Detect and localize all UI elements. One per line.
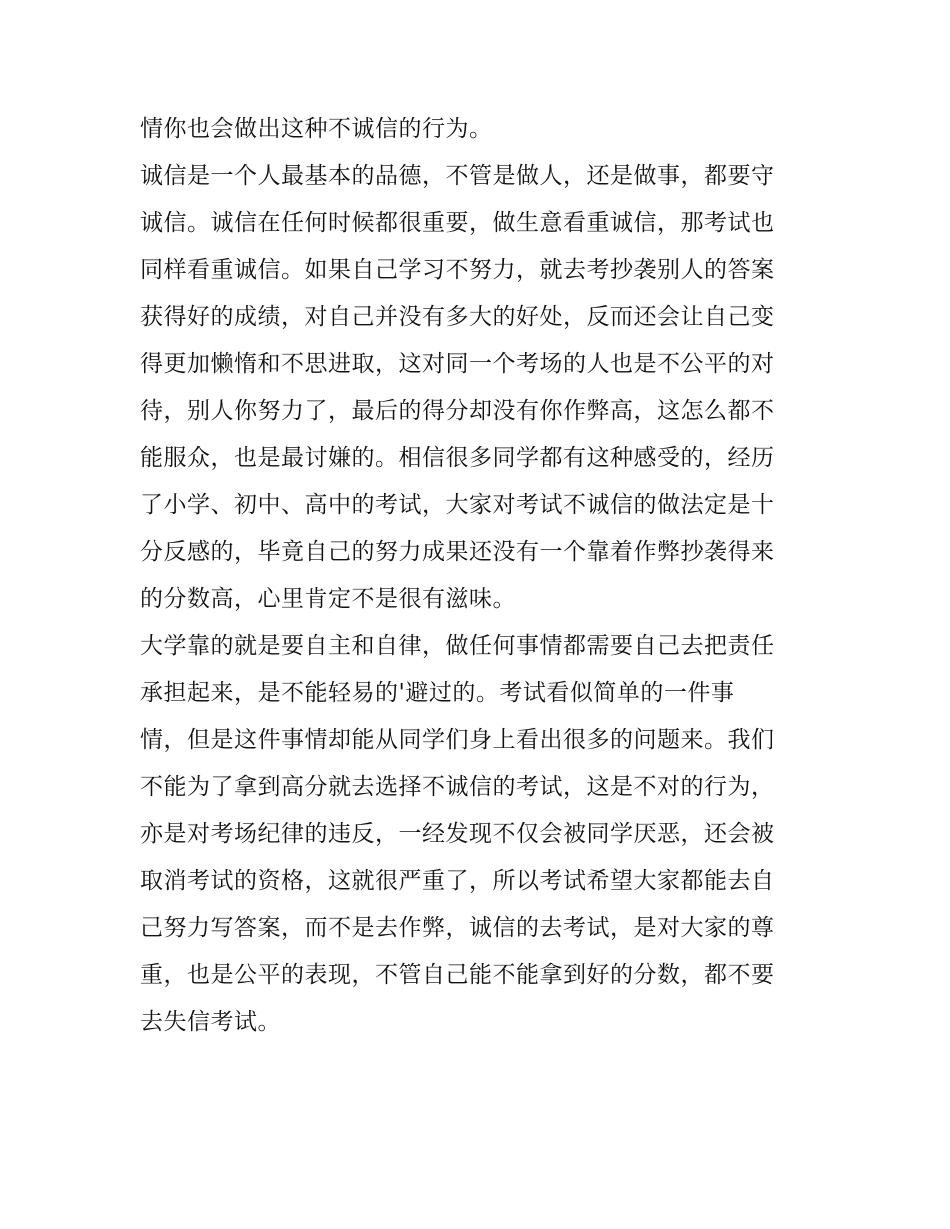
text-line: 亦是对考场纪律的违反，一经发现不仅会被同学厌恶，还会被: [140, 821, 775, 847]
text-line: 诚信。诚信在任何时候都很重要，做生意看重诚信，那考试也: [140, 210, 775, 236]
text-line: 能服众，也是最讨嫌的。相信很多同学都有这种感受的，经历: [140, 445, 775, 471]
text-line: 了小学、初中、高中的考试，大家对考试不诚信的做法定是十: [140, 492, 775, 518]
text-line: 的分数高，心里肯定不是很有滋味。: [140, 586, 516, 612]
text-line: 待，别人你努力了，最后的得分却没有你作弊高，这怎么都不: [140, 398, 775, 424]
text-line: 诚信是一个人最基本的品德，不管是做人，还是做事，都要守: [140, 163, 775, 189]
text-line: 情你也会做出这种不诚信的行为。: [140, 116, 493, 142]
text-line: 分反感的，毕竟自己的努力成果还没有一个靠着作弊抄袭得来: [140, 539, 775, 565]
text-line: 己努力写答案，而不是去作弊，诚信的去考试，是对大家的尊: [140, 915, 775, 941]
text-line: 不能为了拿到高分就去选择不诚信的考试，这是不对的行为，: [140, 774, 775, 800]
text-line: 取消考试的资格，这就很严重了，所以考试希望大家都能去自: [140, 868, 775, 894]
text-line: 重，也是公平的表现，不管自己能不能拿到好的分数，都不要: [140, 962, 775, 988]
text-line: 去失信考试。: [140, 1009, 281, 1035]
text-line: 承担起来，是不能轻易的'避过的。考试看似简单的一件事: [140, 680, 735, 706]
text-line: 同样看重诚信。如果自己学习不努力，就去考抄袭别人的答案: [140, 257, 775, 283]
body-text: [140, 106, 820, 1046]
text-line: 大学靠的就是要自主和自律，做任何事情都需要自己去把责任: [140, 633, 775, 659]
text-line: 情，但是这件事情却能从同学们身上看出很多的问题来。我们: [140, 727, 775, 753]
text-line: 获得好的成绩，对自己并没有多大的好处，反而还会让自己变: [140, 304, 775, 330]
text-line: 得更加懒惰和不思进取，这对同一个考场的人也是不公平的对: [140, 351, 775, 377]
